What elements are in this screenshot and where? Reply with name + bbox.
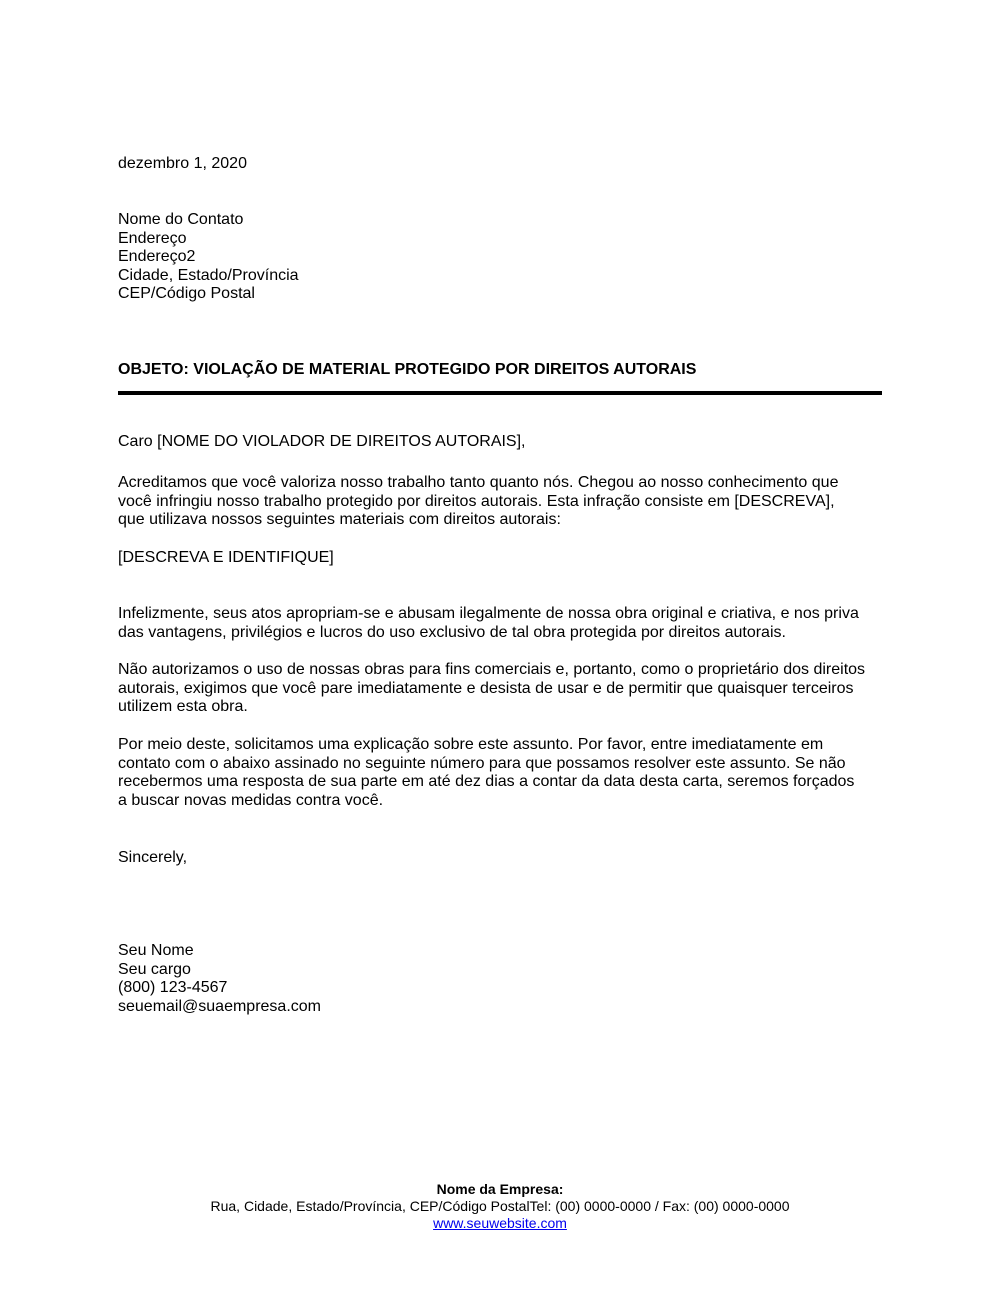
date-text: dezembro 1, 2020 (118, 155, 247, 172)
subject-heading (118, 361, 882, 380)
subject-divider (118, 391, 882, 395)
body-placeholder-describe (118, 549, 882, 568)
paragraph-line: autorais, exigimos que você pare imediatamente e desista de usar e de permitir que quaisquer terceiros (118, 679, 854, 697)
paragraph-line: das vantagens, privilégios e lucros do uso exclusivo de tal obra protegida por direitos autorais. (118, 623, 786, 641)
closing-text: Sincerely, (118, 849, 188, 866)
recipient-name: Nome do Contato (118, 211, 244, 228)
recipient-address (118, 211, 882, 304)
recipient-city-state: Cidade, Estado/Província (118, 266, 299, 284)
recipient-address-line-1: Endereço (118, 229, 187, 247)
paragraph-line: [DESCREVA E IDENTIFIQUE] (118, 549, 334, 566)
salutation-text: Caro [NOME DO VIOLADOR DE DIREITOS AUTORAIS], (118, 433, 526, 450)
body-paragraph-4 (118, 736, 882, 810)
salutation (118, 433, 882, 452)
recipient-address-line-2: Endereço2 (118, 248, 196, 266)
paragraph-line: utilizem esta obra. (118, 698, 248, 716)
paragraph-line: Por meio deste, solicitamos uma explicação sobre este assunto. Por favor, entre imediatamente em (118, 736, 824, 753)
footer-company-name: Nome da Empresa: (436, 1181, 564, 1197)
letter-date (118, 155, 882, 174)
paragraph-line: Não autorizamos o uso de nossas obras para fins comerciais e, portanto, como o proprietário dos direitos (118, 661, 866, 678)
recipient-postal-code: CEP/Código Postal (118, 285, 255, 303)
paragraph-line: contato com o abaixo assinado no seguinte número para que possamos resolver este assunto. Se não (118, 754, 846, 772)
paragraph-line: a buscar novas medidas contra você. (118, 791, 384, 809)
body-paragraph-2 (118, 605, 882, 642)
paragraph-line: que utilizava nossos seguintes materiais com direitos autorais: (118, 511, 561, 529)
company-footer (0, 1181, 1000, 1232)
body-paragraph-1 (118, 474, 882, 530)
signature-title: Seu cargo (118, 960, 191, 978)
paragraph-line: recebermos uma resposta de sua parte em até dez dias a contar da data desta carta, seremos forçados (118, 773, 855, 791)
footer-website-link[interactable]: www.seuwebsite.com (433, 1215, 567, 1231)
paragraph-line: você infringiu nosso trabalho protegido por direitos autorais. Esta infração consiste em [DESCREVA], (118, 492, 835, 510)
signature-phone: (800) 123-4567 (118, 979, 228, 997)
paragraph-line: Infelizmente, seus atos apropriam-se e abusam ilegalmente de nossa obra original e criativa, e nos priva (118, 605, 859, 622)
signature-name: Seu Nome (118, 942, 194, 959)
paragraph-line: Acreditamos que você valoriza nosso trabalho tanto quanto nós. Chegou ao nosso conhecimento que (118, 474, 839, 491)
body-paragraph-3 (118, 661, 882, 717)
signature-email: seuemail@suaempresa.com (118, 997, 321, 1015)
signature-block (118, 942, 882, 1016)
footer-address: Rua, Cidade, Estado/Província, CEP/Código PostalTel: (00) 0000-0000 / Fax: (00) 0000-0000 (210, 1198, 790, 1214)
closing (118, 849, 882, 868)
subject-text: OBJETO: VIOLAÇÃO DE MATERIAL PROTEGIDO POR DIREITOS AUTORAIS (118, 361, 697, 378)
